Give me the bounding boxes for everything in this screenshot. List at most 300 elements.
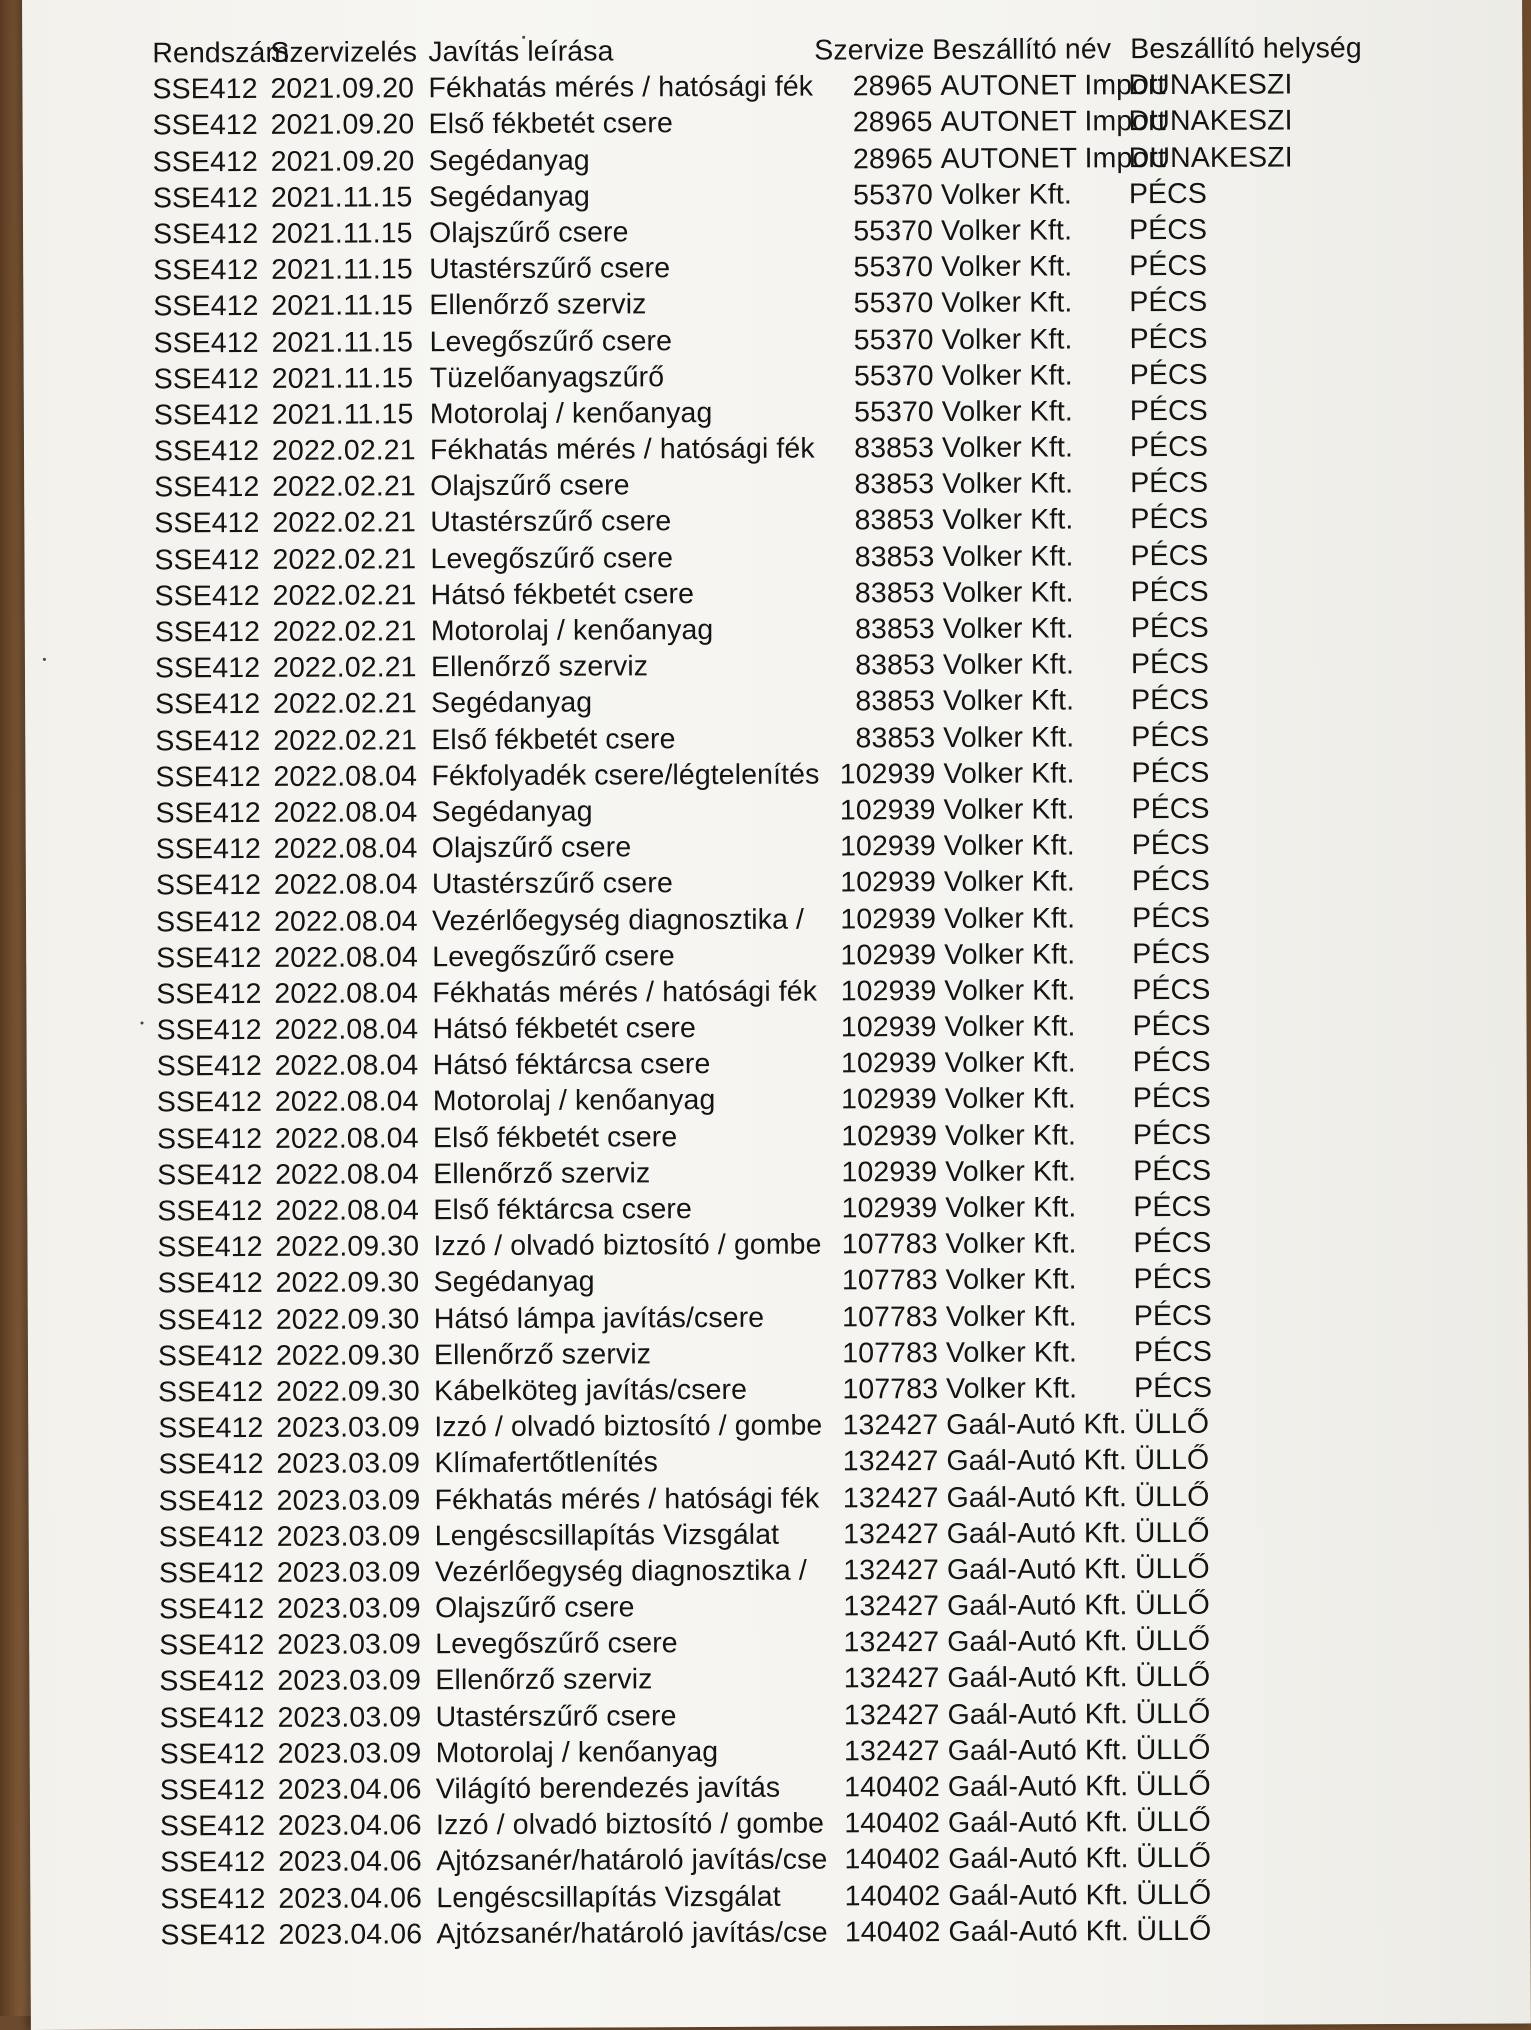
service-number-cell: 83853 [855, 685, 936, 718]
supplier-location-cell: ÜLLŐ [1134, 1588, 1210, 1622]
description-cell: Hátsó fékbetét csere [430, 577, 695, 612]
plate-cell: SSE412 [156, 1050, 262, 1083]
plate-cell: SSE412 [156, 1086, 263, 1119]
supplier-location-cell: ÜLLŐ [1136, 1878, 1212, 1911]
column-header-service-date: Szervizelés [270, 36, 418, 69]
plate-cell: SSE412 [158, 1556, 265, 1590]
supplier-location-cell: PÉCS [1130, 539, 1209, 572]
date-cell: 2022.08.04 [273, 796, 418, 829]
plate-cell: SSE412 [153, 362, 259, 396]
plate-cell: SSE412 [155, 869, 262, 902]
table-row [153, 211, 1413, 253]
supplier-location-cell: PÉCS [1130, 503, 1209, 536]
description-cell: Ellenőrző szerviz [429, 288, 647, 322]
date-cell: 2021.11.15 [271, 289, 413, 323]
plate-cell: SSE412 [155, 688, 261, 721]
table-body [152, 66, 1420, 1953]
table-row [154, 428, 1414, 470]
date-cell: 2022.02.21 [273, 687, 417, 721]
plate-cell: SSE412 [160, 1882, 266, 1915]
supplier-location-cell: ÜLLŐ [1134, 1444, 1210, 1477]
description-cell: Motorolaj / kenőanyag [435, 1735, 719, 1770]
service-number-cell: 102939 [840, 1047, 937, 1080]
date-cell: 2022.08.04 [273, 904, 418, 938]
table-row [153, 283, 1413, 325]
table-row [157, 1224, 1417, 1266]
supplier-name-cell: Volker Kft. [945, 1263, 1077, 1297]
supplier-name-cell: Volker Kft. [945, 1191, 1077, 1224]
column-header-supplier-name: Beszállító név [932, 33, 1112, 67]
supplier-name-cell: Volker Kft. [944, 1010, 1076, 1044]
description-cell: Fékhatás mérés / hatósági fék [434, 1482, 820, 1516]
plate-cell: SSE412 [157, 1231, 263, 1264]
table-row [156, 1007, 1416, 1049]
plate-cell: SSE412 [157, 1267, 263, 1300]
supplier-name-cell: Volker Kft. [942, 467, 1074, 501]
description-cell: Tüzelőanyagszűrő [429, 360, 665, 394]
supplier-name-cell: Volker Kft. [940, 178, 1072, 211]
supplier-name-cell: Volker Kft. [944, 1046, 1076, 1080]
table-row [160, 1839, 1420, 1881]
supplier-name-cell: Volker Kft. [943, 793, 1075, 826]
service-number-cell: 132427 [843, 1698, 940, 1732]
plate-cell: SSE412 [158, 1375, 264, 1409]
supplier-name-cell: Gaál-Autó Kft. [948, 1914, 1129, 1948]
table-row [152, 66, 1412, 108]
supplier-location-cell: PÉCS [1131, 792, 1210, 826]
table-row [156, 898, 1416, 940]
supplier-name-cell: Volker Kft. [943, 684, 1075, 718]
supplier-location-cell: PÉCS [1132, 1046, 1211, 1079]
table-row [156, 826, 1416, 868]
date-cell: 2021.09.20 [270, 108, 415, 142]
supplier-name-cell: Volker Kft. [942, 540, 1074, 573]
date-cell: 2022.09.30 [275, 1230, 420, 1264]
date-cell: 2021.11.15 [271, 325, 414, 359]
table-header-row [152, 30, 1412, 72]
supplier-name-cell: Gaál-Autó Kft. [946, 1589, 1128, 1623]
service-number-cell: 55370 [853, 287, 934, 320]
description-cell: Segédanyag [428, 144, 590, 177]
description-cell: Utastérszűrő csere [430, 505, 672, 539]
plate-cell: SSE412 [160, 1846, 266, 1879]
supplier-name-cell: AUTONET Import [940, 69, 1166, 103]
supplier-name-cell: Volker Kft. [943, 865, 1075, 899]
supplier-name-cell: Volker Kft. [941, 359, 1073, 392]
date-cell: 2022.02.21 [272, 579, 417, 612]
service-number-cell: 107783 [841, 1228, 938, 1261]
service-number-cell: 83853 [854, 576, 935, 610]
plate-cell: SSE412 [156, 1014, 262, 1047]
table-row [158, 1333, 1418, 1375]
supplier-name-cell: AUTONET Import [940, 141, 1167, 175]
table-row [155, 754, 1415, 796]
plate-cell: SSE412 [157, 1303, 264, 1336]
table-row [160, 1767, 1420, 1809]
date-cell: 2023.03.09 [277, 1664, 422, 1698]
service-number-cell: 102939 [840, 902, 937, 935]
table-row [160, 1731, 1420, 1773]
plate-cell: SSE412 [155, 760, 261, 794]
service-number-cell: 83853 [855, 649, 936, 682]
supplier-name-cell: Gaál-Autó Kft. [947, 1806, 1129, 1840]
description-cell: Világító berendezés javítás [435, 1771, 781, 1806]
plate-cell: SSE412 [154, 579, 260, 613]
supplier-name-cell: Gaál-Autó Kft. [947, 1770, 1129, 1803]
date-cell: 2021.09.20 [270, 144, 415, 178]
service-history-table [152, 30, 1420, 1953]
description-cell: Motorolaj / kenőanyag [432, 1084, 716, 1118]
service-number-cell: 102939 [840, 938, 937, 972]
date-cell: 2023.04.06 [277, 1809, 422, 1843]
date-cell: 2021.11.15 [271, 253, 413, 287]
supplier-location-cell: ÜLLŐ [1134, 1407, 1210, 1441]
column-header-supplier-location: Beszállító helység [1130, 32, 1362, 66]
description-cell: Motorolaj / kenőanyag [429, 396, 713, 431]
plate-cell: SSE412 [160, 1918, 266, 1952]
description-cell: Ajtózsanér/határoló javítás/cse [436, 1916, 828, 1950]
service-number-cell: 132427 [842, 1517, 939, 1551]
supplier-name-cell: Volker Kft. [945, 1299, 1077, 1333]
supplier-location-cell: PÉCS [1131, 828, 1210, 862]
description-cell: Hátsó féktárcsa csere [432, 1048, 711, 1082]
service-number-cell: 83853 [854, 540, 935, 573]
supplier-location-cell: ÜLLŐ [1136, 1914, 1212, 1947]
plate-cell: SSE412 [157, 1194, 263, 1228]
plate-cell: SSE412 [159, 1665, 265, 1698]
table-row [158, 1405, 1418, 1447]
date-cell: 2022.08.04 [274, 1121, 419, 1155]
supplier-location-cell: PÉCS [1134, 1371, 1213, 1405]
service-number-cell: 132427 [843, 1590, 940, 1623]
description-cell: Levegőszűrő csere [432, 939, 675, 973]
plate-cell: SSE412 [155, 905, 262, 938]
service-number-cell: 55370 [853, 178, 933, 212]
service-number-cell: 132427 [842, 1445, 939, 1478]
supplier-name-cell: Volker Kft. [943, 720, 1075, 754]
supplier-name-cell: Volker Kft. [945, 1336, 1078, 1369]
service-number-cell: 102939 [840, 974, 937, 1008]
supplier-name-cell: AUTONET Import [940, 105, 1166, 139]
supplier-name-cell: Volker Kft. [944, 938, 1076, 971]
service-number-cell: 55370 [853, 359, 934, 393]
description-cell: Olajszűrő csere [428, 216, 629, 250]
supplier-name-cell: Volker Kft. [944, 1119, 1077, 1152]
plate-cell: SSE412 [158, 1520, 265, 1554]
table-row [156, 862, 1416, 904]
description-cell: Első fékbetét csere [428, 107, 673, 141]
plate-cell: SSE412 [154, 615, 261, 649]
table-row [153, 319, 1413, 361]
date-cell: 2023.03.09 [277, 1628, 421, 1662]
table-row [154, 464, 1414, 506]
service-number-cell: 102939 [840, 1011, 937, 1044]
supplier-name-cell: Volker Kft. [943, 829, 1075, 863]
plate-cell: SSE412 [159, 1701, 265, 1735]
supplier-name-cell: Volker Kft. [942, 612, 1074, 645]
supplier-location-cell: PÉCS [1128, 177, 1207, 210]
supplier-location-cell: ÜLLŐ [1135, 1625, 1211, 1658]
table-row [157, 1079, 1417, 1121]
description-cell: Ellenőrző szerviz [433, 1157, 651, 1191]
plate-cell: SSE412 [155, 796, 261, 830]
table-row [158, 1260, 1418, 1302]
plate-cell: SSE412 [153, 435, 260, 468]
date-cell: 2022.08.04 [275, 1194, 420, 1227]
service-number-cell: 107783 [842, 1300, 938, 1333]
description-cell: Utastérszűrő csere [435, 1699, 677, 1733]
supplier-location-cell: PÉCS [1129, 286, 1208, 319]
description-cell: Hátsó fékbetét csere [432, 1012, 696, 1046]
description-cell: Olajszűrő csere [431, 831, 632, 865]
service-number-cell: 102939 [840, 866, 936, 899]
date-cell: 2021.11.15 [271, 398, 414, 431]
supplier-location-cell: PÉCS [1133, 1335, 1213, 1368]
plate-cell: SSE412 [159, 1629, 265, 1662]
date-cell: 2022.09.30 [275, 1266, 420, 1300]
plate-cell: SSE412 [152, 145, 259, 178]
description-cell: Fékhatás mérés / hatósági fék [429, 432, 815, 467]
table-row [160, 1912, 1420, 1954]
supplier-name-cell: Gaál-Autó Kft. [946, 1553, 1128, 1586]
table-row [157, 1043, 1417, 1085]
supplier-location-cell: PÉCS [1129, 430, 1209, 464]
printed-sheet [22, 0, 1531, 2030]
supplier-location-cell: PÉCS [1133, 1263, 1212, 1296]
table-row [154, 356, 1414, 398]
supplier-location-cell: DUNAKESZI [1128, 68, 1293, 102]
supplier-name-cell: Volker Kft. [941, 286, 1073, 320]
plate-cell: SSE412 [152, 181, 259, 215]
date-cell: 2022.02.21 [271, 434, 416, 467]
date-cell: 2022.02.21 [272, 651, 417, 685]
service-number-cell: 132427 [843, 1626, 940, 1659]
table-row [156, 935, 1416, 977]
description-cell: Izzó / olvadó biztosító / gombe [434, 1409, 823, 1444]
supplier-location-cell: PÉCS [1132, 1009, 1211, 1043]
description-cell: Fékfolyadék csere/légtelenítés [431, 758, 820, 792]
service-number-cell: 83853 [854, 504, 935, 537]
date-cell: 2021.11.15 [270, 217, 413, 250]
plate-cell: SSE412 [154, 507, 260, 540]
service-number-cell: 102939 [841, 1192, 938, 1225]
description-cell: Hátsó lámpa javítás/csere [433, 1301, 765, 1335]
supplier-location-cell: PÉCS [1131, 865, 1210, 898]
date-cell: 2023.03.09 [276, 1592, 421, 1625]
supplier-location-cell: PÉCS [1130, 467, 1209, 500]
service-number-cell: 28965 [852, 142, 933, 175]
date-cell: 2022.09.30 [276, 1375, 420, 1408]
plate-cell: SSE412 [154, 652, 261, 685]
table-row [159, 1477, 1419, 1519]
plate-cell: SSE412 [157, 1339, 264, 1373]
supplier-name-cell: Volker Kft. [942, 503, 1074, 537]
column-header-service-number: Szervize [814, 34, 925, 67]
plate-cell: SSE412 [159, 1810, 266, 1843]
supplier-location-cell: PÉCS [1132, 937, 1211, 970]
supplier-name-cell: Gaál-Autó Kft. [947, 1734, 1129, 1767]
service-number-cell: 140402 [844, 1843, 941, 1876]
supplier-location-cell: PÉCS [1130, 611, 1209, 645]
table-row [154, 392, 1414, 434]
service-number-cell: 102939 [839, 793, 936, 827]
supplier-location-cell: ÜLLŐ [1135, 1769, 1211, 1803]
plate-cell: SSE412 [153, 254, 259, 287]
column-header-plate: Rendszám [152, 36, 290, 70]
supplier-name-cell: Volker Kft. [944, 1082, 1076, 1116]
service-number-cell: 28965 [852, 106, 933, 139]
date-cell: 2023.03.09 [276, 1411, 420, 1445]
plate-cell: SSE412 [159, 1737, 265, 1771]
service-number-cell: 140402 [844, 1771, 940, 1804]
description-cell: Levegőszűrő csere [429, 324, 673, 358]
date-cell: 2023.04.06 [278, 1918, 423, 1951]
date-cell: 2022.08.04 [274, 1049, 419, 1083]
supplier-name-cell: Gaál-Autó Kft. [946, 1444, 1127, 1478]
table-row [155, 645, 1415, 687]
date-cell: 2022.02.21 [272, 506, 417, 540]
supplier-name-cell: Volker Kft. [941, 431, 1074, 465]
supplier-location-cell: ÜLLŐ [1134, 1516, 1210, 1549]
supplier-location-cell: DUNAKESZI [1128, 141, 1293, 174]
plate-cell: SSE412 [152, 217, 259, 251]
plate-cell: SSE412 [153, 290, 259, 323]
date-cell: 2023.03.09 [276, 1447, 421, 1481]
service-number-cell: 132427 [842, 1409, 939, 1442]
service-number-cell: 83853 [854, 613, 935, 646]
supplier-location-cell: PÉCS [1132, 973, 1211, 1007]
description-cell: Kábelköteg javítás/csere [434, 1373, 748, 1408]
table-row [156, 790, 1416, 832]
date-cell: 2022.08.04 [274, 1013, 419, 1046]
supplier-name-cell: Gaál-Autó Kft. [946, 1408, 1127, 1442]
supplier-name-cell: Volker Kft. [941, 250, 1073, 284]
supplier-location-cell: PÉCS [1132, 1082, 1211, 1115]
date-cell: 2023.03.09 [276, 1556, 421, 1589]
supplier-name-cell: Volker Kft. [943, 757, 1075, 790]
supplier-name-cell: Volker Kft. [941, 322, 1073, 356]
date-cell: 2022.09.30 [275, 1302, 420, 1336]
description-cell: Olajszűrő csere [430, 469, 630, 503]
supplier-location-cell: PÉCS [1130, 575, 1209, 608]
supplier-name-cell: Volker Kft. [945, 1155, 1077, 1188]
description-cell: Olajszűrő csere [434, 1591, 635, 1625]
service-number-cell: 140402 [844, 1879, 941, 1912]
supplier-location-cell: PÉCS [1131, 684, 1210, 717]
table-row [153, 102, 1413, 144]
description-cell: Izzó / olvadó biztosító / gombe [435, 1807, 825, 1842]
description-cell: Lengéscsillapítás Vizsgálat [436, 1880, 781, 1914]
supplier-location-cell: PÉCS [1132, 1118, 1212, 1151]
description-cell: Fékhatás mérés / hatósági fék [428, 70, 814, 105]
supplier-location-cell: PÉCS [1131, 901, 1211, 934]
plate-cell: SSE412 [158, 1412, 264, 1445]
service-number-cell: 107783 [842, 1372, 939, 1406]
supplier-name-cell: Gaál-Autó Kft. [948, 1842, 1129, 1876]
supplier-name-cell: Gaál-Autó Kft. [946, 1480, 1128, 1514]
description-cell: Lengéscsillapítás Vizsgálat [434, 1518, 780, 1552]
date-cell: 2023.04.06 [278, 1845, 422, 1879]
service-number-cell: 102939 [839, 757, 936, 791]
description-cell: Ellenőrző szerviz [430, 650, 649, 684]
date-cell: 2023.03.09 [276, 1483, 421, 1517]
date-cell: 2023.04.06 [278, 1881, 423, 1915]
date-cell: 2023.03.09 [276, 1519, 421, 1553]
plate-cell: SSE412 [154, 543, 260, 577]
service-number-cell: 140402 [844, 1807, 941, 1840]
table-row [159, 1622, 1419, 1664]
table-row [159, 1550, 1419, 1592]
date-cell: 2023.04.06 [277, 1773, 422, 1806]
supplier-location-cell: PÉCS [1133, 1299, 1212, 1332]
description-cell: Utastérszűrő csere [429, 252, 671, 286]
table-row [154, 500, 1414, 542]
date-cell: 2022.08.04 [273, 832, 418, 866]
supplier-location-cell: PÉCS [1128, 213, 1208, 247]
supplier-location-cell: DUNAKESZI [1128, 104, 1293, 138]
service-number-cell: 107783 [842, 1336, 939, 1370]
date-cell: 2023.03.09 [277, 1700, 422, 1734]
description-cell: Motorolaj / kenőanyag [430, 613, 714, 648]
date-cell: 2021.11.15 [270, 181, 413, 214]
date-cell: 2021.09.20 [270, 72, 415, 106]
table-row [155, 609, 1415, 651]
date-cell: 2022.08.04 [274, 977, 419, 1010]
date-cell: 2022.02.21 [272, 615, 417, 648]
supplier-location-cell: ÜLLŐ [1135, 1806, 1211, 1839]
service-number-cell: 28965 [852, 70, 933, 103]
table-row [158, 1296, 1418, 1338]
description-cell: Klímafertőtlenítés [434, 1446, 659, 1480]
description-cell: Segédanyag [433, 1265, 595, 1299]
date-cell: 2022.02.21 [273, 723, 417, 757]
service-number-cell: 55370 [853, 323, 934, 356]
description-cell: Izzó / olvadó biztosító / gombe [433, 1228, 822, 1263]
table-row [160, 1875, 1420, 1917]
service-number-cell: 102939 [841, 1119, 938, 1153]
plate-cell: SSE412 [154, 471, 260, 504]
service-number-cell: 107783 [841, 1264, 938, 1297]
description-cell: Segédanyag [431, 795, 593, 829]
service-number-cell: 132427 [843, 1553, 939, 1587]
plate-cell: SSE412 [155, 724, 261, 757]
supplier-name-cell: Gaál-Autó Kft. [947, 1697, 1129, 1731]
date-cell: 2022.02.21 [272, 542, 417, 576]
supplier-name-cell: Volker Kft. [945, 1227, 1077, 1261]
plate-cell: SSE412 [155, 833, 262, 866]
plate-cell: SSE412 [153, 398, 260, 432]
supplier-name-cell: Volker Kft. [943, 901, 1076, 935]
description-cell: Első fékbetét csere [431, 722, 676, 756]
plate-cell: SSE412 [157, 1158, 263, 1192]
supplier-location-cell: PÉCS [1129, 249, 1208, 283]
supplier-name-cell: Gaál-Autó Kft. [947, 1661, 1128, 1695]
supplier-location-cell: ÜLLŐ [1135, 1733, 1211, 1766]
service-number-cell: 132427 [842, 1481, 939, 1514]
service-number-cell: 132427 [843, 1662, 940, 1695]
service-number-cell: 132427 [843, 1734, 940, 1768]
plate-cell: SSE412 [158, 1593, 265, 1626]
table-row [159, 1586, 1419, 1628]
description-cell: Ellenőrző szerviz [433, 1338, 652, 1371]
table-row [153, 247, 1413, 289]
supplier-name-cell: Volker Kft. [942, 648, 1075, 682]
supplier-location-cell: ÜLLŐ [1135, 1697, 1211, 1730]
supplier-location-cell: ÜLLŐ [1136, 1842, 1212, 1875]
description-cell: Vezérlőegység diagnosztika / [431, 903, 805, 937]
description-cell: Segédanyag [428, 180, 591, 213]
supplier-name-cell: Volker Kft. [942, 576, 1074, 609]
